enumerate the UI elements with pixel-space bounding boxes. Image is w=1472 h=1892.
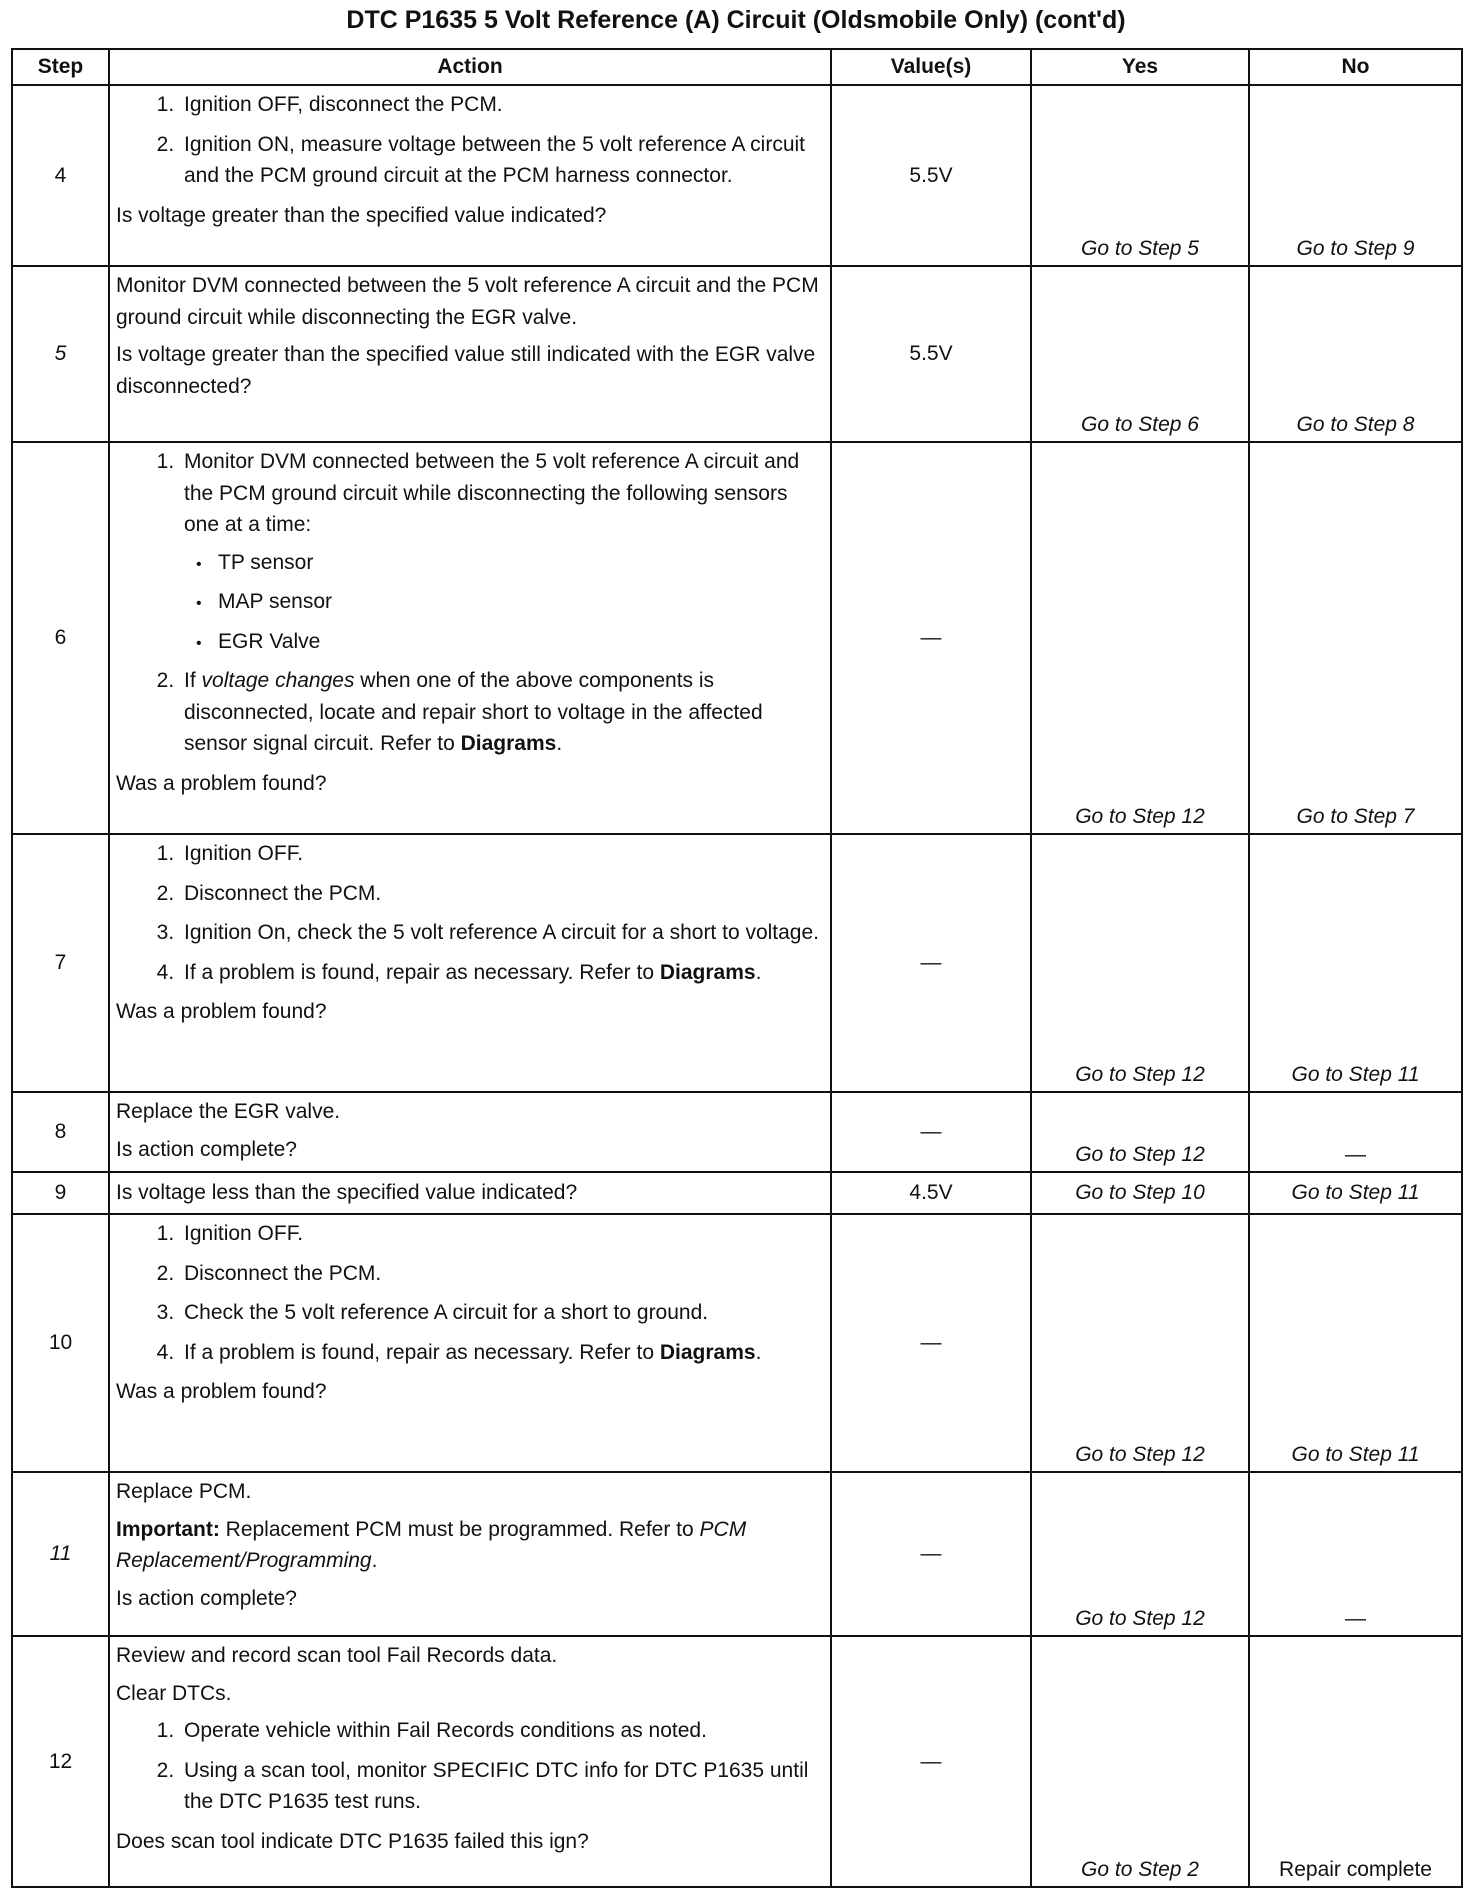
list-item: 1. Ignition OFF. [180,1218,826,1250]
sensor-item: • MAP sensor [192,586,826,618]
action-question: Was a problem found? [116,771,327,795]
action-text: Clear DTCs. [116,1681,232,1705]
important-note [116,1514,826,1577]
punctuation: . [556,732,563,755]
action-question: Was a problem found? [116,1000,327,1023]
yes-cell: Go to Step 12 [1031,1472,1249,1636]
punctuation: . [755,1340,762,1364]
list-item: 2. Disconnect the PCM. [180,1258,826,1290]
value-cell: — [831,1636,1031,1887]
no-cell: — [1249,1092,1462,1172]
action-list [116,89,826,192]
value-cell: 5.5V [831,85,1031,266]
step-number: 8 [12,1092,109,1172]
step-number: 7 [12,834,109,1092]
value-cell: — [831,1472,1031,1636]
action-cell [109,1472,831,1636]
diagnostic-table [11,48,1463,1888]
value-cell: — [831,834,1031,1092]
table-header-row [12,49,1462,85]
table-row [12,1092,1462,1172]
action-cell [109,442,831,834]
list-item: 1. Operate vehicle within Fail Records conditions as noted. [180,1715,826,1747]
list-item [180,1337,826,1369]
list-item: 2. Ignition ON, measure voltage between the 5 volt reference A circuit and the PCM ground circuit at the PCM harness connector. [180,129,826,192]
action-cell [109,266,831,442]
list-item: 3. Check the 5 volt reference A circuit for a short to ground. [180,1297,826,1329]
no-cell: Go to Step 8 [1249,266,1462,442]
action-question: Does scan tool indicate DTC P1635 failed this ign? [116,1829,589,1853]
action-question: Is action complete? [116,1586,297,1610]
no-cell: — [1249,1472,1462,1636]
action-question: Is voltage greater than the specified value still indicated with the EGR valve disconnected? [116,343,816,398]
list-item [180,446,826,657]
table-row [12,1172,1462,1214]
table-row [12,1472,1462,1636]
step-number: 10 [12,1214,109,1472]
action-text: Replace the EGR valve. [116,1100,341,1123]
yes-cell: Go to Step 12 [1031,442,1249,834]
action-text: Review and record scan tool Fail Records data. [116,1644,558,1667]
yes-cell: Go to Step 10 [1031,1172,1249,1214]
no-cell: Repair complete [1249,1636,1462,1887]
sensor-list [184,547,826,658]
list-item-text: If a problem is found, repair as necessary. Refer to [184,1340,654,1364]
action-cell [109,85,831,266]
table-row [12,85,1462,266]
header-yes: Yes [1031,49,1249,85]
no-cell: Go to Step 9 [1249,85,1462,266]
value-cell: — [831,1214,1031,1472]
no-cell: Go to Step 11 [1249,1214,1462,1472]
value-cell: — [831,1092,1031,1172]
reference-link[interactable]: Diagrams [659,960,756,984]
list-item-text: when one of the above components is disconnected, locate and repair short to voltage in the affected sensor signal circuit. Refer to [184,669,763,755]
table-row [12,266,1462,442]
step-number: 6 [12,442,109,834]
action-cell [109,1214,831,1472]
list-item-text: Monitor DVM connected between the 5 volt reference A circuit and the PCM ground circuit while disconnecting the following sensors one at a time: [184,450,800,536]
reference-link[interactable]: Diagrams [659,1340,756,1364]
important-label: Important: [116,1517,220,1541]
action-cell [109,1172,831,1214]
page-title: DTC P1635 5 Volt Reference (A) Circuit (Oldsmobile Only) (cont'd) [346,6,1126,34]
step-number: 12 [12,1636,109,1887]
yes-cell: Go to Step 5 [1031,85,1249,266]
action-list [116,838,826,988]
yes-cell: Go to Step 6 [1031,266,1249,442]
list-item: 2. Using a scan tool, monitor SPECIFIC DTC info for DTC P1635 until the DTC P1635 test runs. [180,1755,826,1818]
header-step: Step [12,49,109,85]
action-list [116,1218,826,1368]
no-cell: Go to Step 7 [1249,442,1462,834]
no-cell: Go to Step 11 [1249,1172,1462,1214]
list-item-text: If a problem is found, repair as necessary. Refer to [184,960,654,984]
action-question: Is voltage greater than the specified value indicated? [116,203,607,227]
reference-link[interactable]: PCM Replacement/Programming [116,1517,747,1572]
punctuation: . [371,1549,378,1572]
value-cell: 5.5V [831,266,1031,442]
action-list [116,446,826,760]
list-item [180,665,826,760]
table-row [12,1214,1462,1472]
yes-cell: Go to Step 12 [1031,834,1249,1092]
step-number: 9 [12,1172,109,1214]
action-text: Replace PCM. [116,1480,252,1503]
header-action: Action [109,49,831,85]
no-cell: Go to Step 11 [1249,834,1462,1092]
list-item [180,957,826,989]
yes-cell: Go to Step 12 [1031,1092,1249,1172]
list-item-text: If [184,669,202,692]
table-row [12,834,1462,1092]
punctuation: . [755,960,762,984]
list-item: 1. Ignition OFF. [180,838,826,870]
value-cell: — [831,442,1031,834]
table-row [12,442,1462,834]
action-question: Was a problem found? [116,1380,327,1403]
action-cell [109,1092,831,1172]
step-number: 4 [12,85,109,266]
value-cell: 4.5V [831,1172,1031,1214]
important-text: Replacement PCM must be programmed. Refer to [219,1517,700,1541]
header-values: Value(s) [831,49,1031,85]
yes-cell: Go to Step 12 [1031,1214,1249,1472]
header-no: No [1249,49,1462,85]
action-cell [109,834,831,1092]
list-item: 1. Ignition OFF, disconnect the PCM. [180,89,826,121]
reference-link[interactable]: Diagrams [460,732,557,755]
sensor-item: • TP sensor [192,547,826,579]
action-list [116,1715,826,1818]
sensor-item: • EGR Valve [192,626,826,658]
yes-cell: Go to Step 2 [1031,1636,1249,1887]
action-text: Monitor DVM connected between the 5 volt reference A circuit and the PCM ground circuit while disconnecting the EGR valve. [116,274,819,329]
action-question: Is action complete? [116,1137,297,1161]
step-number: 11 [12,1472,109,1636]
action-question: Is voltage less than the specified value indicated? [116,1180,578,1204]
list-item: 3. Ignition On, check the 5 volt reference A circuit for a short to voltage. [180,917,826,949]
table-row [12,1636,1462,1887]
step-number: 5 [12,266,109,442]
action-cell [109,1636,831,1887]
list-item: 2. Disconnect the PCM. [180,878,826,910]
emphasis-text: voltage changes [201,669,355,692]
